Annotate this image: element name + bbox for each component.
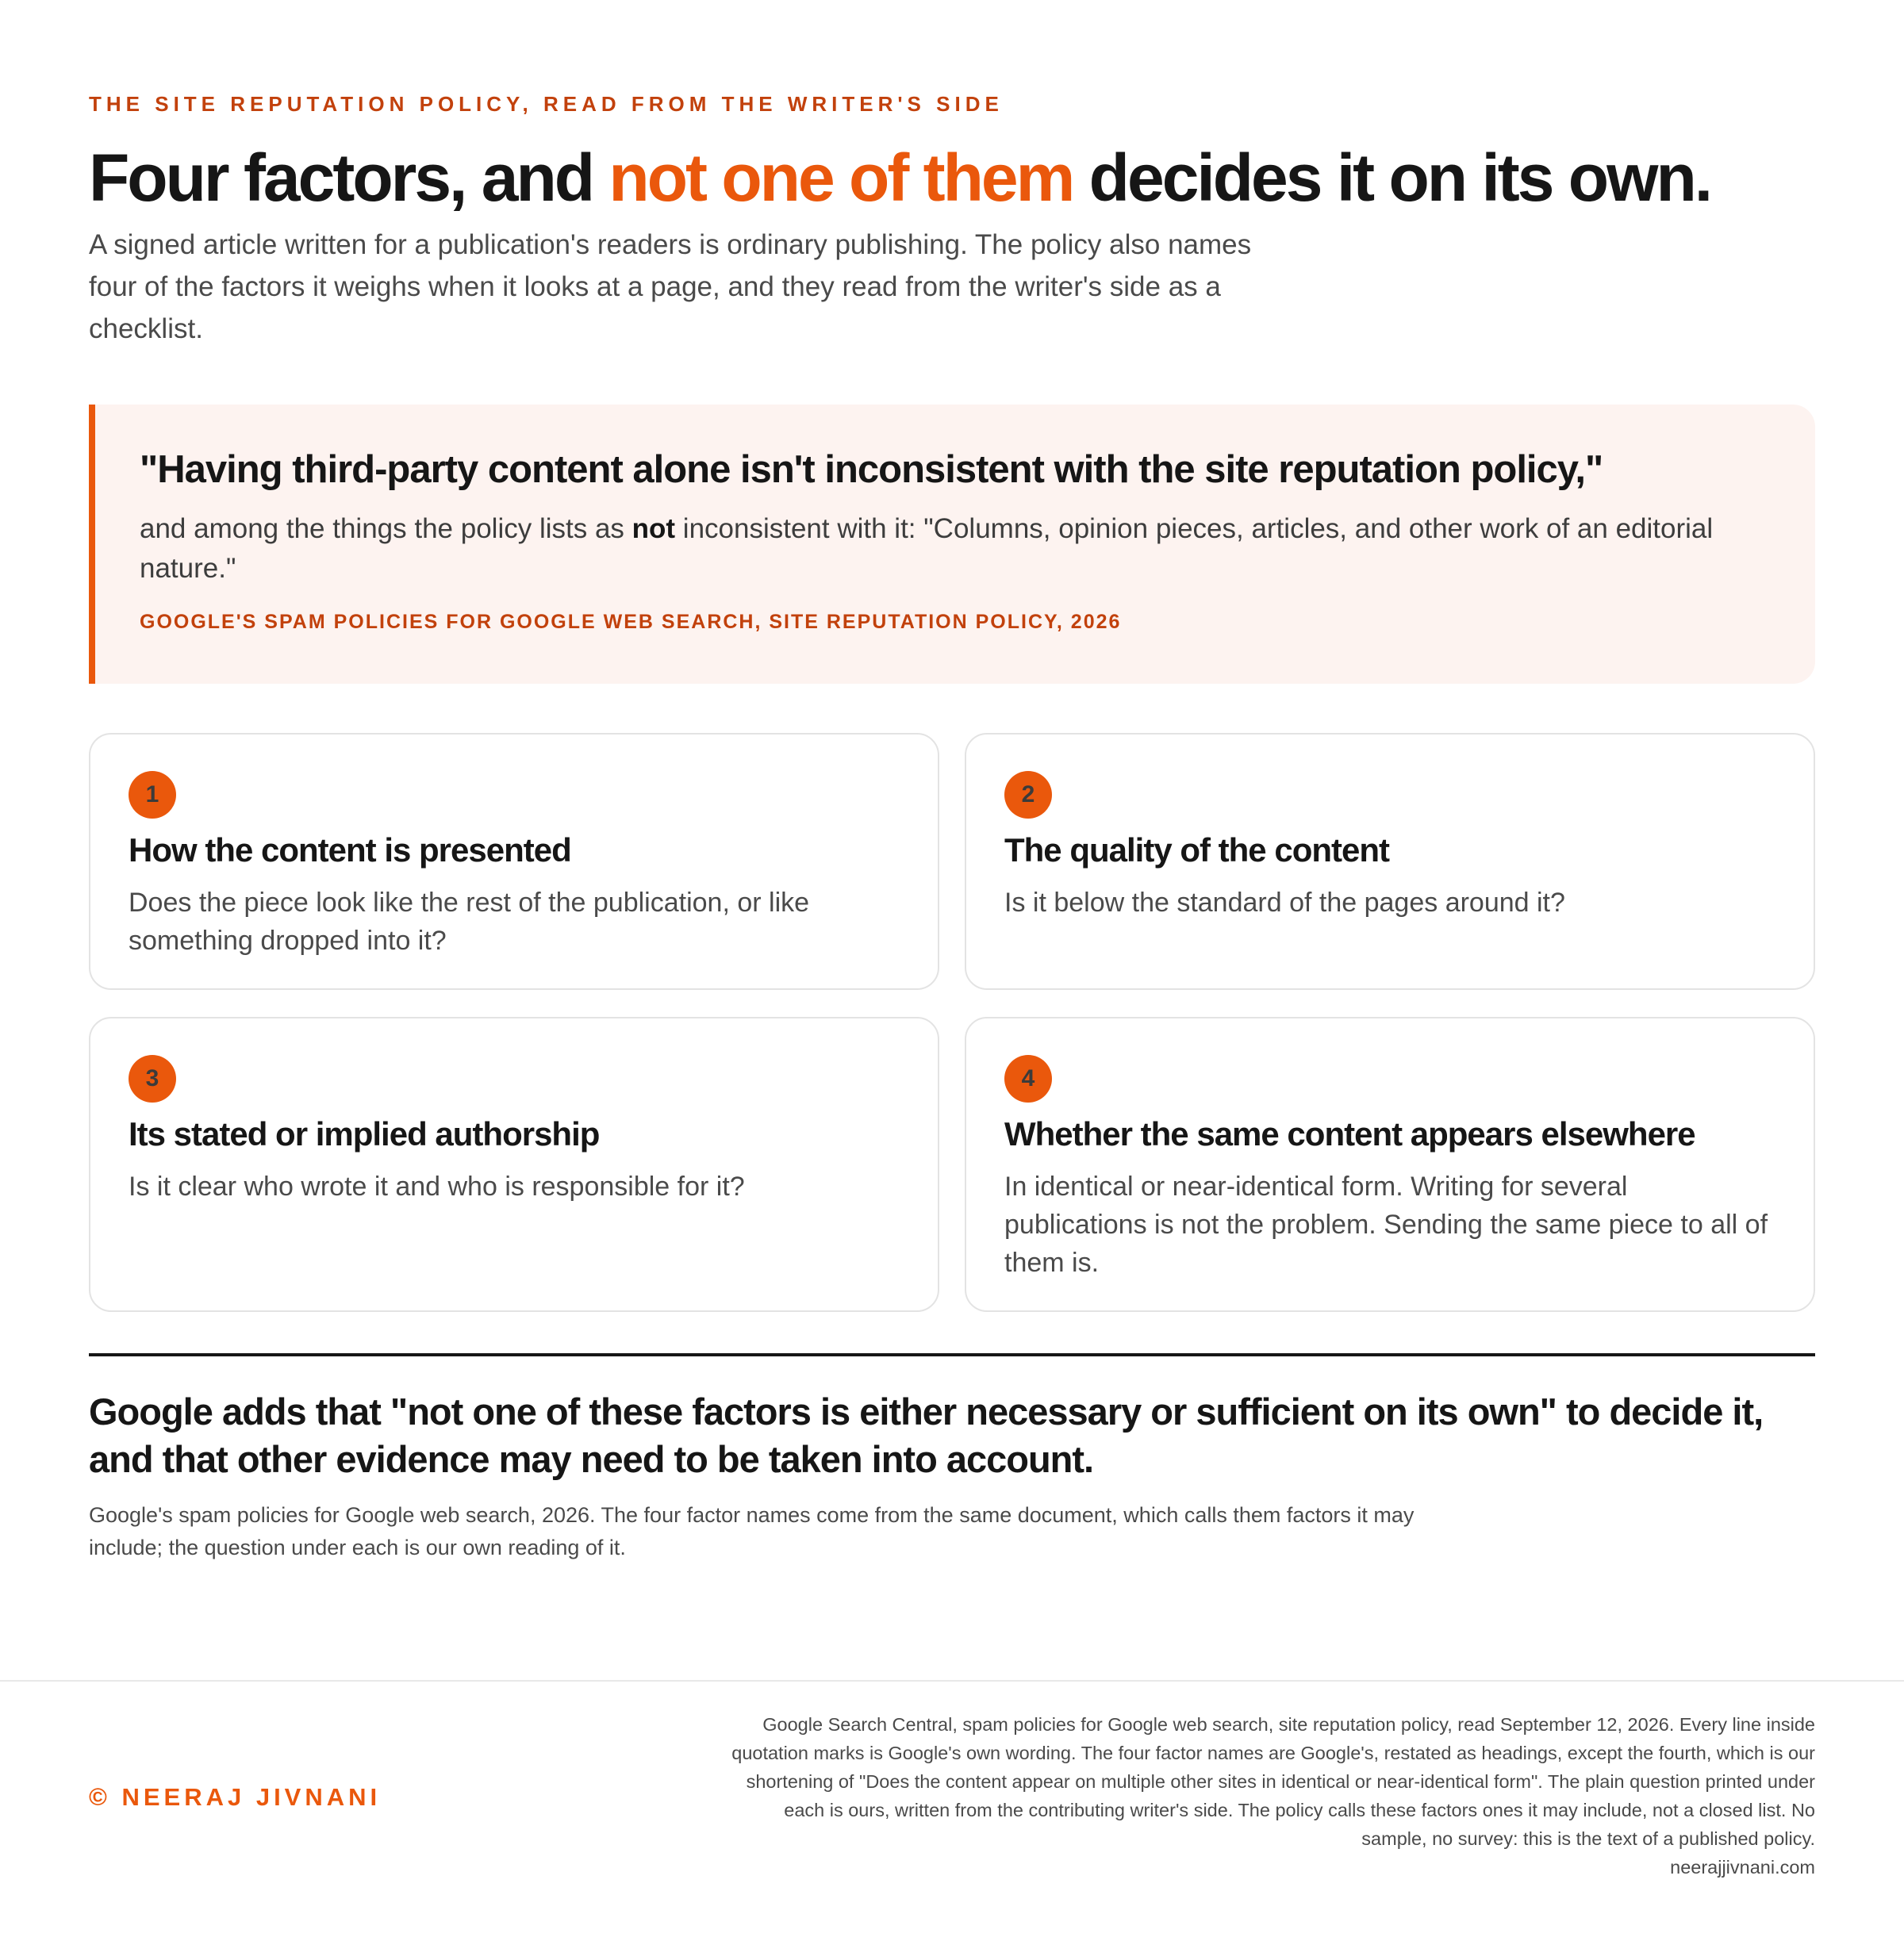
- factor-number-badge: 4: [1004, 1055, 1052, 1103]
- factor-number-badge: 3: [129, 1055, 176, 1103]
- lede-paragraph: A signed article written for a publication's readers is ordinary publishing. The policy also names four of the factors it weighs when it looks at a page, and they read from the writer's side as a checklist.: [89, 229, 1252, 344]
- quote-body-after: inconsistent with it: "Columns, opinion pieces, articles, and other work of an editorial nature.": [140, 513, 1714, 584]
- footer-site-link[interactable]: neerajjivnani.com: [1670, 1857, 1815, 1878]
- page-title: [89, 138, 1710, 217]
- footer-source-note: [720, 1710, 1815, 1881]
- quote-main: "Having third-party content alone isn't inconsistent with the site reputation policy,": [140, 448, 1603, 491]
- factor-card-2: [965, 733, 1815, 990]
- closing-note: Google's spam policies for Google web search, 2026. The four factor names come from the same document, which calls them factors it may include; the question under each is our own reading of it.: [89, 1503, 1415, 1559]
- factor-question: Does the piece look like the rest of the publication, or like something dropped into it?: [129, 888, 810, 956]
- quote-body-bold: not: [631, 513, 676, 544]
- policy-quote-box: [89, 405, 1815, 684]
- factor-number-badge: 2: [1004, 771, 1052, 819]
- quote-body: [140, 509, 1774, 589]
- factor-question: In identical or near-identical form. Writing for several publications is not the problem. Sending the same piece to all of them is.: [1004, 1172, 1768, 1278]
- headline-accent: not one of them: [608, 140, 1073, 215]
- headline-after: decides it on its own.: [1073, 140, 1711, 215]
- quote-body-before: and among the things the policy lists as: [140, 513, 632, 544]
- factor-title: Its stated or implied authorship: [129, 1115, 600, 1153]
- headline-before: Four factors, and: [89, 140, 609, 215]
- footer-divider: [0, 1680, 1904, 1682]
- factor-title: How the content is presented: [129, 831, 571, 869]
- factor-question: Is it below the standard of the pages around it?: [1004, 888, 1565, 918]
- footer-source-text: Google Search Central, spam policies for Google web search, site reputation policy, read September 12, 2026. Every line inside quotation marks is Google's own wording. The four factor names are Google's, restated as headings, except the fourth, which is our shortening of "Does the content appear on multiple other sites in identical or near-identical form". The plain question printed under each is ours, written from the contributing writer's side. The policy calls these factors ones it may include, not a closed list. No sample, no survey: this is the text of a published policy.: [731, 1714, 1815, 1849]
- quote-source: GOOGLE'S SPAM POLICIES FOR GOOGLE WEB SEARCH, SITE REPUTATION POLICY, 2026: [140, 611, 1122, 633]
- kicker: THE SITE REPUTATION POLICY, READ FROM THE WRITER'S SIDE: [89, 92, 1004, 116]
- factor-card-3: [89, 1017, 939, 1312]
- factor-title: Whether the same content appears elsewhere: [1004, 1115, 1695, 1153]
- closing-statement: Google adds that "not one of these factors is either necessary or sufficient on its own" to decide it, and that other evidence may need to be taken into account.: [89, 1390, 1764, 1480]
- section-divider: [89, 1353, 1815, 1356]
- brand-credit: © NEERAJ JIVNANI: [89, 1783, 382, 1811]
- factor-title: The quality of the content: [1004, 831, 1389, 869]
- factor-card-1: [89, 733, 939, 990]
- factor-question: Is it clear who wrote it and who is responsible for it?: [129, 1172, 745, 1202]
- factor-card-4: [965, 1017, 1815, 1312]
- factor-number-badge: 1: [129, 771, 176, 819]
